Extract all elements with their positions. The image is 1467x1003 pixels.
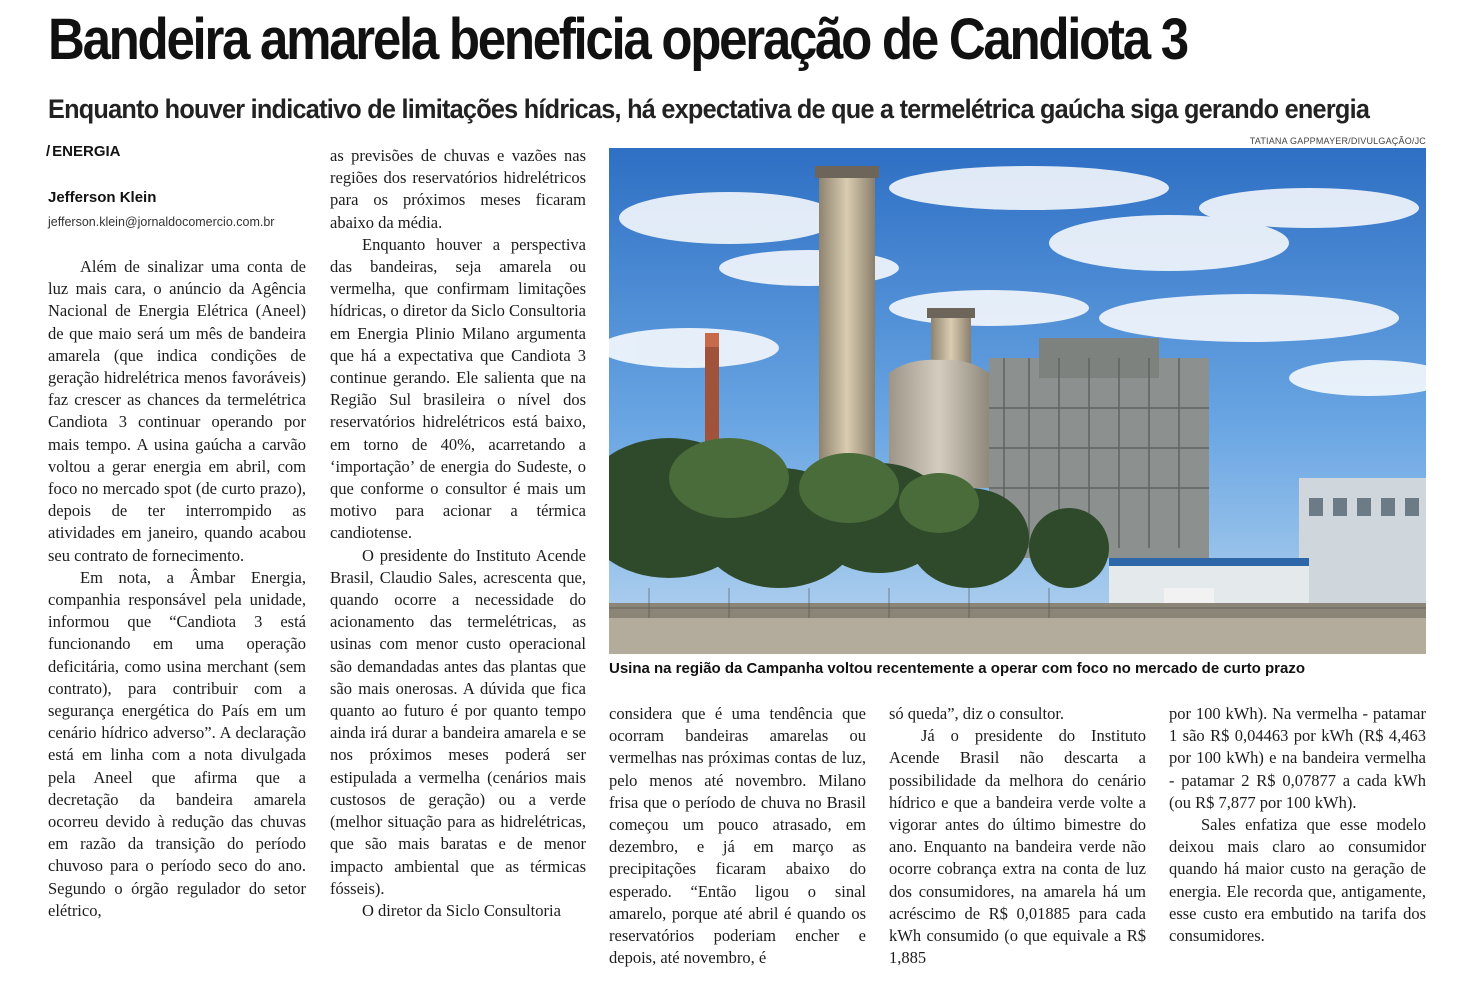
paragraph: Sales enfatiza que esse modelo deixou mais claro ao consumidor quando há maior custo na geração de energia. Ele recorda que, antigamente, esse custo era embutido na tarifa dos consumidores. — [1169, 815, 1426, 946]
power-plant-photo — [609, 148, 1426, 654]
author-name: Jefferson Klein — [48, 189, 157, 206]
paragraph: só queda”, diz o consultor. — [889, 704, 1065, 723]
photo-credit: TATIANA GAPPMAYER/DIVULGAÇÃO/JC — [1249, 136, 1426, 146]
headline: Bandeira amarela beneficia operação de Candiota 3 — [48, 7, 1187, 72]
paragraph: Enquanto houver a perspectiva das bandeiras, seja amarela ou vermelha, que confirmam limitações hídricas, o diretor da Siclo Consultoria em Energia Plinio Milano argumenta que há a expectativa que Candiota 3 continue gerando. Ele salienta que na Região Sul brasileira o nível dos reservatórios hidrelétricos está baixo, em torno de 40%, acarretando a ‘importação’ de energia do Sudeste, o que conforme o consultor é mais um motivo para acionar a térmica candiotense. — [330, 234, 586, 543]
paragraph: as previsões de chuvas e vazões nas regiões dos reservatórios hidrelétricos para os próximos meses ficaram abaixo da média. — [330, 146, 586, 232]
section-label — [46, 143, 121, 160]
paragraph: Além de sinalizar uma conta de luz mais cara, o anúncio da Agência Nacional de Energia Elétrica (Aneel) de que maio será um mês de bandeira amarela (que indica condições de geração hidrelétrica menos favoráveis) faz crescer as chances da termelétrica Candiota 3 continuar operando por mais tempo. A usina gaúcha a carvão voltou a gerar energia em abril, com foco no mercado spot (de curto prazo), depois de ter interrompido as atividades em janeiro, quando acabou seu contrato de fornecimento. — [48, 257, 306, 565]
photo-caption: Usina na região da Campanha voltou recentemente a operar com foco no mercado de curto prazo — [609, 660, 1305, 677]
author-email[interactable]: jefferson.klein@jornaldocomercio.com.br — [48, 215, 275, 229]
article-column-5 — [1169, 703, 1426, 947]
article-column-3 — [609, 703, 866, 969]
section-slash-icon: / — [46, 143, 51, 160]
paragraph: Já o presidente do Instituto Acende Brasil não descarta a possibilidade da melhora do cenário hídrico e que a bandeira verde volte a vigorar antes do último bimestre do ano. Enquanto na bandeira verde não ocorre cobrança extra na conta de luz dos consumidores, na amarela há um acréscimo de R$ 0,01885 para cada kWh consumido (o que equivale a R$ 1,885 — [889, 726, 1146, 968]
power-plant-illustration — [609, 148, 1426, 654]
paragraph: O diretor da Siclo Consultoria — [362, 900, 561, 920]
article-column-1 — [48, 256, 306, 922]
paragraph: Em nota, a Âmbar Energia, companhia responsável pela unidade, informou que “Candiota 3 está funcionando em uma operação deficitária, como usina merchant (sem contrato), para contribuir com a segurança energética do País em um cenário hídrico adverso”. A declaração está em linha com a nota divulgada pela Aneel que afirma que a decretação da bandeira amarela ocorreu devido à redução das chuvas em razão da transição do período chuvoso para o período seco do ano. Segundo o órgão regulador do setor elétrico, — [48, 567, 306, 920]
section-name: ENERGIA — [52, 143, 121, 160]
paragraph: O presidente do Instituto Acende Brasil, Claudio Sales, acrescenta que, quando ocorre a necessidade do acionamento das termelétricas, as usinas com menor custo operacional são demandadas antes das plantas que são mais onerosas. A dúvida que fica quanto ao futuro é por quanto tempo ainda irá durar a bandeira amarela e se nos próximos meses poderá ser estipulada a vermelha (cenários mais custosos de geração) ou a verde (melhor situação para as hidrelétricas, que são mais baratas e de menor impacto ambiental que as térmicas fósseis). — [330, 545, 586, 898]
article-column-4 — [889, 703, 1146, 969]
paragraph: por 100 kWh). Na vermelha - patamar 1 são R$ 0,04463 por kWh (R$ 4,463 por 100 kWh) e na bandeira vermelha - patamar 2 R$ 0,07877 a cada kWh (ou R$ 7,877 por 100 kWh). — [1169, 704, 1426, 812]
article-column-2 — [330, 145, 586, 922]
subheadline: Enquanto houver indicativo de limitações hídricas, há expectativa de que a termelétrica gaúcha siga gerando energia — [48, 94, 1370, 124]
paragraph: considera que é uma tendência que ocorram bandeiras amarelas ou vermelhas nas próximas contas de luz, pelo menos até novembro. Milano frisa que o período de chuva no Brasil começou um pouco atrasado, em dezembro, e já em março as precipitações ficaram abaixo do esperado. “Então ligou o sinal amarelo, porque até abril é quando os reservatórios poderiam encher e depois, até novembro, é — [609, 704, 866, 968]
